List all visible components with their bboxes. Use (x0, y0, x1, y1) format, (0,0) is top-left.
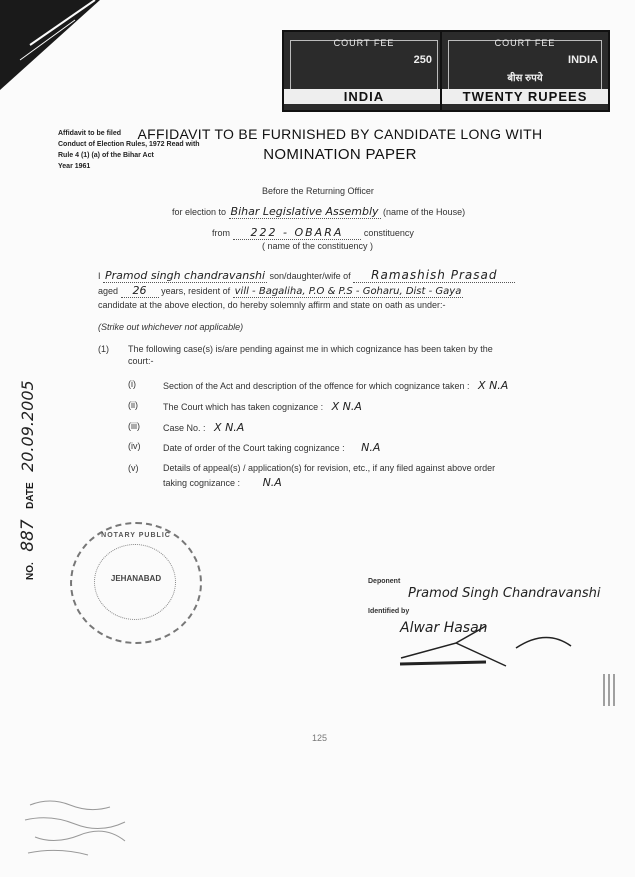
constituency-caption: ( name of the constituency ) (262, 241, 374, 251)
page-number: 125 (312, 733, 328, 743)
constituency-row (212, 226, 414, 240)
section-1-text-line-2: court:- (128, 356, 154, 366)
identifier-signature: Alwar Hasan (400, 620, 488, 636)
item-iv-value: N.A (361, 441, 381, 454)
court-fee-stamp-left (282, 30, 446, 112)
declarant-prefix: I (98, 271, 101, 281)
stamp-right-value: TWENTY RUPEES (442, 89, 608, 104)
declarant-relation: son/daughter/wife of (269, 271, 351, 281)
stamp-right-top-text: COURT FEE (494, 38, 556, 48)
notary-seal-center-text: JEHANABAD (110, 574, 162, 583)
constituency-suffix: constituency (363, 228, 414, 238)
legal-line-3: Rule 4 (1) (a) of the Bihar Act (58, 152, 154, 159)
registry-no-value: 887 (18, 519, 38, 552)
item-ii-label: The Court which has taken cognizance : (163, 402, 324, 412)
item-iii-number: (iii) (128, 421, 140, 431)
election-prefix: for election to (172, 207, 227, 217)
declarant-line-1 (98, 268, 515, 283)
declarant-name: Pramod singh chandravanshi (105, 269, 266, 282)
election-value: Bihar Legislative Assembly (230, 205, 379, 218)
from-prefix: from (212, 228, 230, 238)
item-i-value: X N.A (478, 379, 509, 392)
notary-seal-left (70, 522, 202, 644)
legal-line-2: Conduct of Election Rules, 1972 Read with (58, 141, 200, 148)
stamp-left-top-text: COURT FEE (333, 38, 395, 48)
declarant-line-3: candidate at the above election, do hereby solemnly affirm and state on oath as under:- (98, 300, 446, 310)
deponent-stamp-label: Deponent (368, 578, 401, 585)
constituency-value: 222 - OBARA (233, 226, 362, 240)
scan-edge-artifact (0, 0, 100, 90)
registry-date-label: DATE (25, 482, 36, 509)
age-value: 26 (121, 284, 159, 298)
document-title-line-1: AFFIDAVIT TO BE FURNISHED BY CANDIDATE LONG WITH (137, 126, 543, 142)
item-iii-row (163, 421, 244, 434)
section-1-number: (1) (98, 344, 109, 354)
item-i-number: (i) (128, 379, 136, 389)
declarant-line-2 (98, 284, 463, 298)
father-name: Ramashish Prasad (353, 268, 515, 283)
registry-margin-note (18, 330, 48, 580)
notary-seal-ring-text: NOTARY PUBLIC (101, 532, 171, 539)
item-v-row-2 (163, 476, 282, 489)
stamp-left-value: 250 (413, 54, 432, 66)
item-v-label-line-2: taking cognizance : (163, 478, 241, 488)
item-ii-number: (ii) (128, 400, 138, 410)
item-iv-label: Date of order of the Court taking cognizance : (163, 443, 345, 453)
item-v-number: (v) (128, 463, 139, 473)
stamp-left-bottom: INDIA (284, 89, 444, 104)
before-returning-officer: Before the Returning Officer (262, 186, 374, 196)
stamp-right-hindi: बीस रुपये (507, 73, 543, 84)
scan-noise-bottom (20, 795, 170, 865)
election-suffix: (name of the House) (383, 207, 466, 217)
item-v-value: N.A (262, 476, 282, 489)
legal-line-4: Year 1961 (58, 163, 91, 170)
item-i-row (163, 379, 508, 392)
signature-block (368, 578, 608, 678)
item-iii-value: X N.A (214, 421, 245, 434)
scan-edge-right (600, 670, 620, 710)
deponent-signature: Pramod Singh Chandravanshi (408, 586, 601, 601)
aged-label: aged (98, 286, 119, 296)
identifier-stamp-label: Identified by (368, 608, 410, 615)
resident-label: years, resident of (161, 286, 231, 296)
election-row (172, 205, 465, 219)
legal-line-1: Affidavit to be filed (58, 130, 121, 137)
item-iv-number: (iv) (128, 441, 141, 451)
address-value: vill - Bagaliha, P.O & P.S - Goharu, Dist - Gaya (234, 286, 462, 297)
item-iv-row (163, 441, 380, 454)
section-1-text-line-1: The following case(s) is/are pending against me in which cognizance has been taken by the (128, 344, 493, 354)
item-ii-row (163, 400, 362, 413)
signature-flourish (396, 618, 576, 668)
item-v-label-line-1: Details of appeal(s) / application(s) for revision, etc., if any filed against above order (163, 463, 496, 473)
strike-note: (Strike out whichever not applicable) (98, 322, 244, 332)
item-i-label: Section of the Act and description of the offence for which cognizance taken : (163, 381, 470, 391)
registry-no-label: NO. (25, 562, 36, 580)
item-iii-label: Case No. : (163, 423, 206, 433)
registry-date-value: 20.09.2005 (18, 380, 37, 472)
stamp-right-country: INDIA (568, 54, 598, 66)
document-title-line-2: NOMINATION PAPER (263, 146, 417, 163)
court-fee-stamp-right (440, 30, 610, 112)
item-ii-value: X N.A (331, 400, 362, 413)
